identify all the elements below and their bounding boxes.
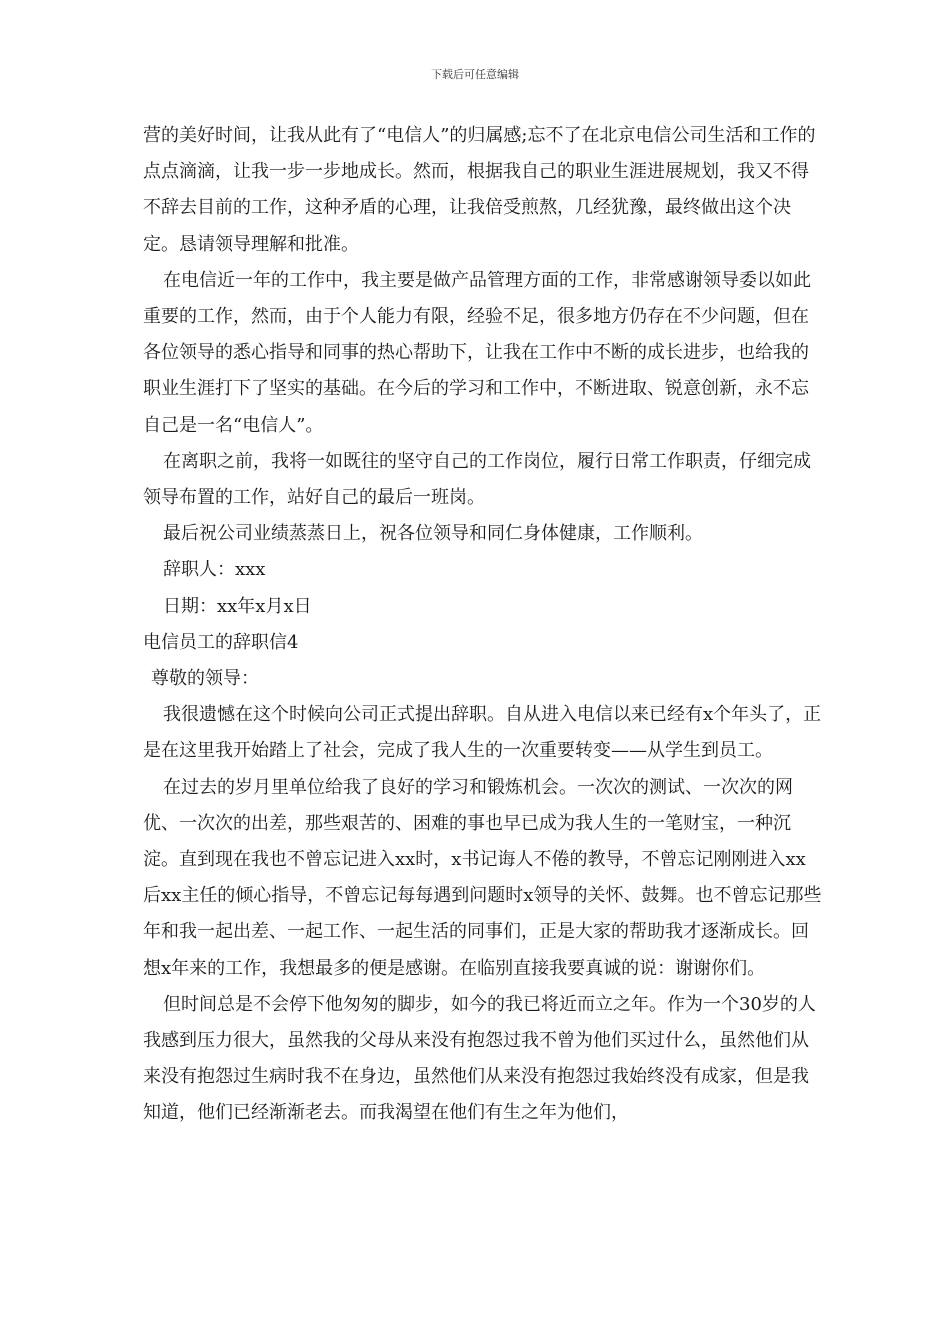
document-body [143,118,823,1132]
letter-paragraph-intro: 我很遗憾在这个时候向公司正式提出辞职。自从进入电信以来已经有x个年头了，正是在这里我开始踏上了社会，完成了我人生的一次重要转变——从学生到员工。 [143,704,822,762]
salutation: 尊敬的领导： [151,668,259,690]
section-title: 电信员工的辞职信4 [143,631,299,653]
paragraph-continued: 营的美好时间，让我从此有了“电信人”的归属感;忘不了在北京电信公司生活和工作的点点滴滴，让我一步一步地成长。然而，根据我自己的职业生涯进展规划，我又不得不辞去目前的工作，这种矛盾的心理，让我倍受煎熬，几经犹豫，最终做出这个决定。恳请领导理解和批准。 [143,125,816,255]
letter-paragraph-gratitude: 在过去的岁月里单位给我了良好的学习和锻炼机会。一次次的测试、一次次的网优、一次次的出差，那些艰苦的、困难的事也早已成为我人生的一笔财宝，一种沉淀。直到现在我也不曾忘记进入xx时，x书记诲人不倦的教导，不曾忘记刚刚进入xx后xx主任的倾心指导，不曾忘记每每遇到问题时x领导的关怀、鼓舞。也不曾忘记那些年和我一起出差、一起工作、一起生活的同事们，正是大家的帮助我才逐渐成长。回想x年来的工作，我想最多的便是感谢。在临别直接我要真诚的说：谢谢你们。 [143,776,822,979]
letter-paragraph-family: 但时间总是不会停下他匆匆的脚步，如今的我已将近而立之年。作为一个30岁的人我感到压力很大，虽然我的父母从来没有抱怨过我不曾为他们买过什么，虽然他们从来没有抱怨过生病时我不在身边，虽然他们从来没有抱怨过我始终没有成家，但是我知道，他们已经渐渐老去。而我渴望在他们有生之年为他们， [143,993,816,1124]
paragraph-work-experience: 在电信近一年的工作中，我主要是做产品管理方面的工作，非常感谢领导委以如此重要的工作，然而，由于个人能力有限，经验不足，很多地方仍存在不少问题，但在各位领导的悉心指导和同事的热心帮助下，让我在工作中不断的成长进步，也给我的职业生涯打下了坚实的基础。在今后的学习和工作中，不断进取、锐意创新，永不忘自己是一名“电信人”。 [143,269,811,436]
signature-line: 辞职人：xxx [163,559,266,581]
page-header-note: 下载后可任意编辑 [431,68,519,81]
paragraph-before-leaving: 在离职之前，我将一如既往的坚守自己的工作岗位，履行日常工作职责，仔细完成领导布置的工作，站好自己的最后一班岗。 [143,450,811,509]
date-line: 日期：xx年x月x日 [163,595,312,617]
paragraph-best-wishes: 最后祝公司业绩蒸蒸日上，祝各位领导和同仁身体健康，工作顺利。 [163,523,703,545]
